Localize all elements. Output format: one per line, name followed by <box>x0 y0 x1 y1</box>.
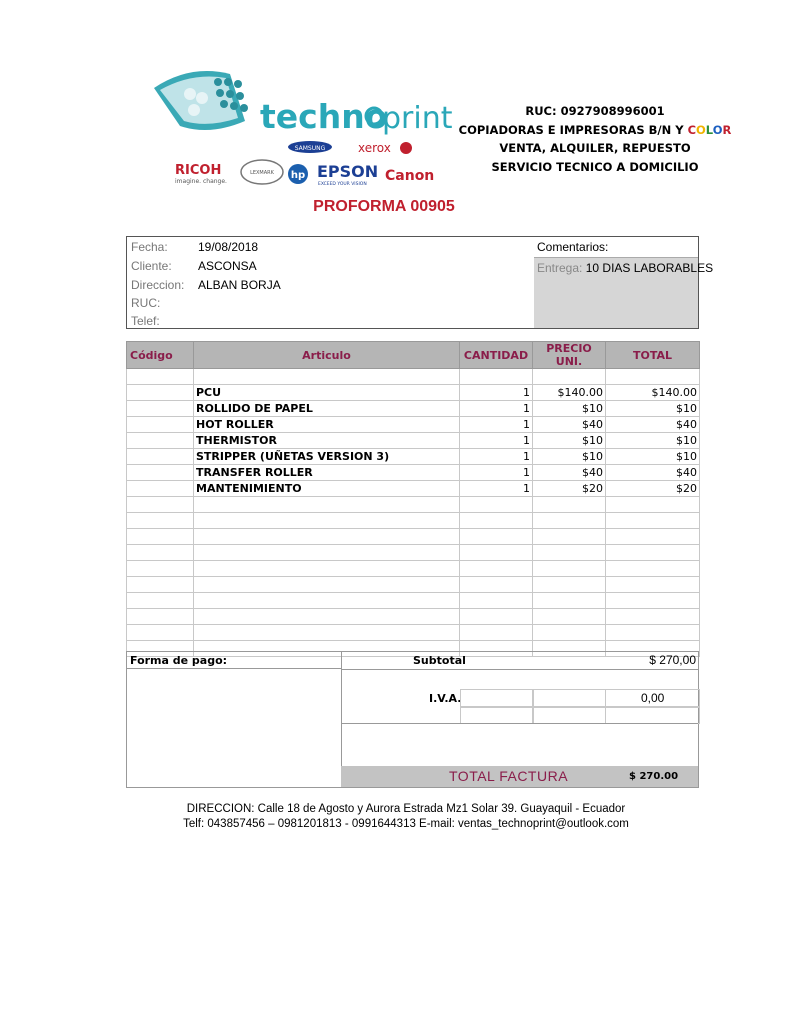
svg-text:hp: hp <box>290 170 306 181</box>
svg-text:print: print <box>382 101 453 136</box>
total-factura-row <box>341 766 698 787</box>
articulo-cell: MANTENIMIENTO <box>194 481 460 497</box>
payment-section <box>127 652 342 787</box>
table-row <box>127 433 700 449</box>
svg-text:SAMSUNG: SAMSUNG <box>294 145 326 152</box>
codigo-cell <box>127 497 194 513</box>
precio-cell <box>533 577 606 593</box>
table-row <box>127 465 700 481</box>
articulo-cell <box>194 497 460 513</box>
precio-cell: $10 <box>533 401 606 417</box>
articulo-cell: STRIPPER (UÑETAS VERSION 3) <box>194 449 460 465</box>
cantidad-cell: 1 <box>460 465 533 481</box>
total-cell <box>606 369 700 385</box>
articulo-cell <box>194 625 460 641</box>
iva-cell <box>460 706 534 724</box>
svg-text:RICOH: RICOH <box>175 163 222 178</box>
company-services-prefix: COPIADORAS E IMPRESORAS B/N Y <box>458 122 688 137</box>
cantidad-cell <box>460 609 533 625</box>
items-table <box>126 341 700 657</box>
total-cell: $40 <box>606 417 700 433</box>
cantidad-cell <box>460 545 533 561</box>
cantidad-cell: 1 <box>460 449 533 465</box>
iva-cell <box>605 706 700 724</box>
cantidad-cell <box>460 577 533 593</box>
precio-cell: $10 <box>533 449 606 465</box>
table-row <box>127 401 700 417</box>
svg-text:EPSON: EPSON <box>317 162 379 181</box>
svg-text:xerox: xerox <box>358 141 391 155</box>
table-row <box>127 593 700 609</box>
articulo-cell: PCU <box>194 385 460 401</box>
codigo-cell <box>127 385 194 401</box>
col-articulo-header: Articulo <box>194 342 460 369</box>
articulo-cell <box>194 369 460 385</box>
fecha-value: 19/08/2018 <box>198 240 259 254</box>
subtotal-row <box>341 652 698 670</box>
cantidad-cell: 1 <box>460 417 533 433</box>
precio-cell <box>533 609 606 625</box>
cantidad-cell <box>460 513 533 529</box>
total-factura-label: TOTAL FACTURA <box>449 768 569 784</box>
footer <box>0 802 812 832</box>
iva-value: 0,00 <box>641 691 665 705</box>
company-info <box>450 102 740 176</box>
cantidad-cell: 1 <box>460 401 533 417</box>
cliente-value: ASCONSA <box>198 259 257 273</box>
codigo-cell <box>127 593 194 609</box>
articulo-cell <box>194 513 460 529</box>
table-row <box>127 577 700 593</box>
table-row <box>127 385 700 401</box>
table-row <box>127 513 700 529</box>
codigo-cell <box>127 481 194 497</box>
cantidad-cell: 1 <box>460 433 533 449</box>
total-cell: $20 <box>606 481 700 497</box>
iva-row <box>341 689 698 723</box>
articulo-cell <box>194 593 460 609</box>
cantidad-cell <box>460 529 533 545</box>
table-row <box>127 609 700 625</box>
comments-box <box>534 237 714 328</box>
col-precio-header: PRECIO UNI. <box>533 342 606 369</box>
entrega-line <box>534 257 714 328</box>
codigo-cell <box>127 577 194 593</box>
entrega-label: Entrega: <box>537 261 583 275</box>
total-cell <box>606 609 700 625</box>
forma-pago-label: Forma de pago: <box>127 652 341 669</box>
company-ruc: RUC: 0927908996001 <box>525 104 665 118</box>
cantidad-cell <box>460 593 533 609</box>
total-cell <box>606 577 700 593</box>
cantidad-cell: 1 <box>460 385 533 401</box>
total-cell: $40 <box>606 465 700 481</box>
total-cell: $10 <box>606 433 700 449</box>
codigo-cell <box>127 401 194 417</box>
direccion-value: ALBAN BORJA <box>198 278 281 292</box>
table-row <box>127 417 700 433</box>
company-services <box>450 121 740 140</box>
precio-cell <box>533 529 606 545</box>
total-cell <box>606 561 700 577</box>
total-cell <box>606 513 700 529</box>
direccion-label: Direccion: <box>131 278 185 292</box>
cantidad-cell <box>460 497 533 513</box>
precio-cell: $140.00 <box>533 385 606 401</box>
codigo-cell <box>127 433 194 449</box>
precio-cell <box>533 513 606 529</box>
precio-cell <box>533 497 606 513</box>
iva-cell <box>532 706 606 724</box>
cantidad-cell <box>460 561 533 577</box>
total-cell <box>606 497 700 513</box>
precio-cell <box>533 593 606 609</box>
cantidad-cell: 1 <box>460 481 533 497</box>
total-cell <box>606 625 700 641</box>
col-codigo-header: Código <box>127 342 194 369</box>
company-logo <box>150 66 453 191</box>
table-header-row <box>127 342 700 369</box>
precio-cell: $10 <box>533 433 606 449</box>
divider <box>341 723 698 724</box>
codigo-cell <box>127 513 194 529</box>
client-details <box>127 237 535 328</box>
color-word-letter: O <box>712 122 723 137</box>
total-cell: $10 <box>606 401 700 417</box>
articulo-cell: TRANSFER ROLLER <box>194 465 460 481</box>
table-row <box>127 497 700 513</box>
svg-text:Canon: Canon <box>385 168 435 184</box>
table-row <box>127 529 700 545</box>
col-cantidad-header: CANTIDAD <box>460 342 533 369</box>
color-word-letter: L <box>705 122 713 137</box>
total-factura-value: $ 270.00 <box>629 771 679 782</box>
subtotal-value: $ 270,00 <box>649 653 696 667</box>
ruc-label: RUC: <box>131 296 161 310</box>
precio-cell <box>533 625 606 641</box>
iva-label: I.V.A. <box>429 692 462 705</box>
codigo-cell <box>127 609 194 625</box>
cliente-label: Cliente: <box>131 259 172 273</box>
total-cell: $10 <box>606 449 700 465</box>
codigo-cell <box>127 529 194 545</box>
precio-cell <box>533 369 606 385</box>
total-cell <box>606 545 700 561</box>
codigo-cell <box>127 369 194 385</box>
color-word-letter: R <box>722 122 732 137</box>
codigo-cell <box>127 449 194 465</box>
table-row <box>127 545 700 561</box>
articulo-cell: HOT ROLLER <box>194 417 460 433</box>
table-row <box>127 449 700 465</box>
articulo-cell <box>194 561 460 577</box>
total-cell <box>606 529 700 545</box>
subtotal-label: Subtotal <box>413 654 466 667</box>
fecha-label: Fecha: <box>131 240 168 254</box>
precio-cell: $20 <box>533 481 606 497</box>
totals-box <box>126 651 699 788</box>
precio-cell: $40 <box>533 465 606 481</box>
col-total-header: TOTAL <box>606 342 700 369</box>
precio-cell: $40 <box>533 417 606 433</box>
table-row <box>127 369 700 385</box>
svg-text:LEXMARK: LEXMARK <box>250 170 274 176</box>
logo-text: techno <box>260 97 388 136</box>
company-service: SERVICIO TECNICO A DOMICILIO <box>491 159 699 174</box>
precio-cell <box>533 561 606 577</box>
entrega-value: 10 DIAS LABORABLES <box>585 261 714 275</box>
document-title: PROFORMA 00905 <box>313 198 455 215</box>
codigo-cell <box>127 561 194 577</box>
color-word-letter: O <box>696 122 706 137</box>
codigo-cell <box>127 545 194 561</box>
cantidad-cell <box>460 369 533 385</box>
articulo-cell <box>194 609 460 625</box>
total-cell <box>606 593 700 609</box>
codigo-cell <box>127 465 194 481</box>
codigo-cell <box>127 417 194 433</box>
codigo-cell <box>127 625 194 641</box>
cantidad-cell <box>460 625 533 641</box>
client-info-box <box>126 236 714 329</box>
color-word-letter: C <box>687 122 697 137</box>
articulo-cell <box>194 529 460 545</box>
footer-address: DIRECCION: Calle 18 de Agosto y Aurora Estrada Mz1 Solar 39. Guayaquil - Ecuador <box>186 803 626 815</box>
svg-text:imagine. change.: imagine. change. <box>175 178 227 185</box>
table-row <box>127 481 700 497</box>
svg-text:EXCEED YOUR VISION: EXCEED YOUR VISION <box>318 182 367 187</box>
articulo-cell <box>194 577 460 593</box>
precio-cell <box>533 545 606 561</box>
table-row <box>127 625 700 641</box>
total-cell: $140.00 <box>606 385 700 401</box>
table-row <box>127 561 700 577</box>
footer-contact: Telf: 043857456 – 0981201813 - 0991644313 E-mail: ventas_technoprint@outlook.com <box>183 818 629 830</box>
comentarios-label: Comentarios: <box>534 237 698 257</box>
company-sales: VENTA, ALQUILER, REPUESTO <box>499 141 691 155</box>
items-body <box>127 369 700 657</box>
telef-label: Telef: <box>131 314 160 328</box>
articulo-cell <box>194 545 460 561</box>
articulo-cell: ROLLIDO DE PAPEL <box>194 401 460 417</box>
articulo-cell: THERMISTOR <box>194 433 460 449</box>
